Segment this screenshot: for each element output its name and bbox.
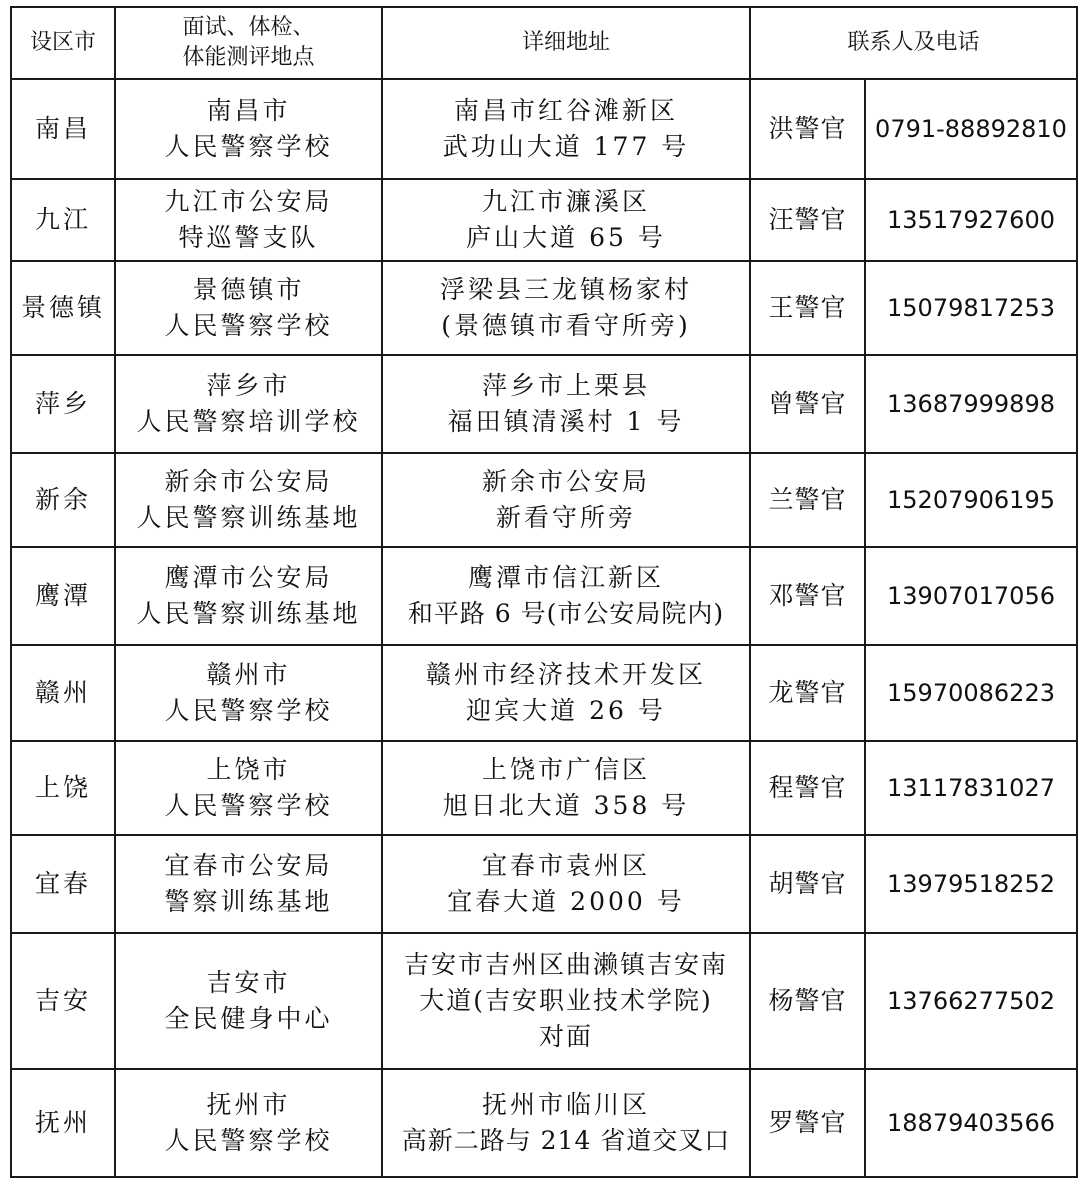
address-line: 大道(吉安职业技术学院) (419, 986, 713, 1015)
table-row (11, 933, 1077, 1069)
address-line: 迎宾大道 26 号 (466, 696, 666, 725)
city-cell: 九江 (11, 179, 115, 261)
venue-line: 人民警察学校 (164, 132, 333, 161)
address-cell (382, 179, 750, 261)
phone-cell: 15079817253 (865, 261, 1077, 355)
city-cell: 萍乡 (11, 355, 115, 453)
address-line: 九江市濂溪区 (481, 187, 650, 216)
address-line: 抚州市临川区 (481, 1090, 650, 1119)
venue-cell (115, 179, 382, 261)
venue-line: 鹰潭市公安局 (164, 563, 333, 592)
contact-name-cell: 程警官 (750, 741, 865, 835)
venue-cell (115, 79, 382, 179)
contact-name-cell: 洪警官 (750, 79, 865, 179)
venue-line: 萍乡市 (206, 371, 291, 400)
venue-line: 吉安市 (206, 968, 291, 997)
address-line: 庐山大道 65 号 (466, 223, 666, 252)
address-line: 新看守所旁 (495, 503, 636, 532)
contact-name-cell: 兰警官 (750, 453, 865, 547)
venue-cell (115, 933, 382, 1069)
address-line: 对面 (538, 1022, 593, 1051)
address-cell (382, 933, 750, 1069)
venue-cell (115, 1069, 382, 1177)
phone-cell: 18879403566 (865, 1069, 1077, 1177)
address-line: (景德镇市看守所旁) (441, 311, 691, 340)
city-cell: 吉安 (11, 933, 115, 1069)
address-line: 宜春市袁州区 (481, 851, 650, 880)
table-row (11, 835, 1077, 933)
table-row (11, 79, 1077, 179)
contact-name-cell: 胡警官 (750, 835, 865, 933)
venue-line: 上饶市 (206, 755, 291, 784)
address-cell (382, 645, 750, 741)
table-row (11, 1069, 1077, 1177)
address-line: 福田镇清溪村 1 号 (447, 407, 685, 436)
contact-name-cell: 罗警官 (750, 1069, 865, 1177)
address-line: 武功山大道 177 号 (442, 132, 690, 161)
table-row (11, 547, 1077, 645)
venue-line: 人民警察培训学校 (136, 407, 361, 436)
address-cell (382, 261, 750, 355)
header-city: 设区市 (11, 7, 115, 79)
address-line: 新余市公安局 (481, 467, 650, 496)
address-cell (382, 355, 750, 453)
venue-cell (115, 355, 382, 453)
address-cell (382, 79, 750, 179)
venue-line: 警察训练基地 (164, 887, 333, 916)
table-row (11, 179, 1077, 261)
address-cell (382, 547, 750, 645)
address-cell (382, 1069, 750, 1177)
venue-cell (115, 741, 382, 835)
venue-cell (115, 453, 382, 547)
table-header-row (11, 7, 1077, 79)
city-cell: 鹰潭 (11, 547, 115, 645)
table-row (11, 453, 1077, 547)
contact-name-cell: 龙警官 (750, 645, 865, 741)
address-line: 赣州市经济技术开发区 (425, 660, 706, 689)
venue-line: 南昌市 (206, 96, 291, 125)
phone-cell: 0791-88892810 (865, 79, 1077, 179)
contact-name-cell: 杨警官 (750, 933, 865, 1069)
header-venue (115, 7, 382, 79)
city-cell: 宜春 (11, 835, 115, 933)
city-cell: 景德镇 (11, 261, 115, 355)
contact-table (10, 6, 1078, 1178)
phone-cell: 13517927600 (865, 179, 1077, 261)
address-cell (382, 741, 750, 835)
header-address: 详细地址 (382, 7, 750, 79)
venue-cell (115, 547, 382, 645)
address-cell (382, 453, 750, 547)
header-venue-line2: 体能测评地点 (182, 45, 315, 70)
venue-cell (115, 261, 382, 355)
city-cell: 上饶 (11, 741, 115, 835)
contact-name-cell: 曾警官 (750, 355, 865, 453)
venue-line: 人民警察学校 (164, 696, 333, 725)
venue-line: 人民警察训练基地 (136, 503, 361, 532)
venue-line: 九江市公安局 (164, 187, 333, 216)
phone-cell: 13687999898 (865, 355, 1077, 453)
city-cell: 抚州 (11, 1069, 115, 1177)
venue-line: 宜春市公安局 (164, 851, 333, 880)
table-row (11, 645, 1077, 741)
contact-name-cell: 邓警官 (750, 547, 865, 645)
contact-name-cell: 王警官 (750, 261, 865, 355)
header-venue-line1: 面试、体检、 (182, 15, 315, 40)
address-line: 宜春大道 2000 号 (447, 887, 685, 916)
venue-line: 人民警察学校 (164, 311, 333, 340)
address-line: 旭日北大道 358 号 (442, 791, 690, 820)
venue-line: 景德镇市 (192, 275, 305, 304)
address-line: 萍乡市上栗县 (481, 371, 650, 400)
phone-cell: 13117831027 (865, 741, 1077, 835)
contact-name-cell: 汪警官 (750, 179, 865, 261)
phone-cell: 13907017056 (865, 547, 1077, 645)
venue-line: 人民警察学校 (164, 791, 333, 820)
table-row (11, 355, 1077, 453)
venue-line: 全民健身中心 (164, 1004, 333, 1033)
address-line: 上饶市广信区 (481, 755, 650, 784)
venue-line: 特巡警支队 (178, 223, 319, 252)
venue-line: 抚州市 (206, 1090, 291, 1119)
venue-line: 新余市公安局 (164, 467, 333, 496)
header-contact: 联系人及电话 (750, 7, 1077, 79)
table-row (11, 261, 1077, 355)
address-cell (382, 835, 750, 933)
venue-cell (115, 835, 382, 933)
city-cell: 赣州 (11, 645, 115, 741)
address-line: 和平路 6 号(市公安局院内) (407, 599, 725, 628)
address-line: 高新二路与 214 省道交叉口 (401, 1126, 731, 1155)
phone-cell: 15207906195 (865, 453, 1077, 547)
city-cell: 新余 (11, 453, 115, 547)
venue-line: 人民警察学校 (164, 1126, 333, 1155)
address-line: 南昌市红谷滩新区 (453, 96, 678, 125)
address-line: 浮梁县三龙镇杨家村 (439, 275, 692, 304)
address-line: 吉安市吉州区曲濑镇吉安南 (403, 950, 728, 979)
venue-line: 赣州市 (206, 660, 291, 689)
phone-cell: 15970086223 (865, 645, 1077, 741)
venue-cell (115, 645, 382, 741)
address-line: 鹰潭市信江新区 (467, 563, 664, 592)
venue-line: 人民警察训练基地 (136, 599, 361, 628)
phone-cell: 13766277502 (865, 933, 1077, 1069)
table-row (11, 741, 1077, 835)
city-cell: 南昌 (11, 79, 115, 179)
phone-cell: 13979518252 (865, 835, 1077, 933)
